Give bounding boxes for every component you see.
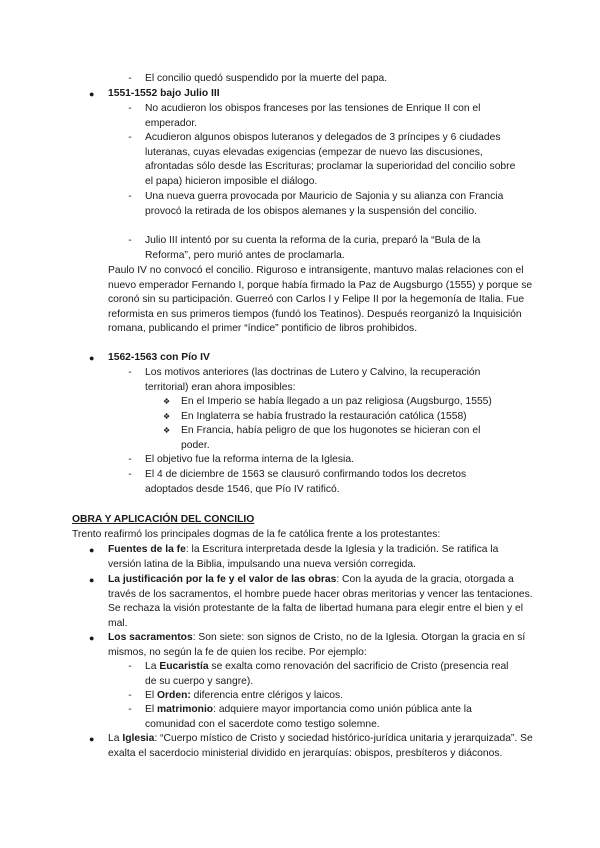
list-item: Julio III intentó por su cuenta la reforma de la curia, preparó la “Bula de la Reforma”, pero murió antes de proclamarla. xyxy=(145,235,481,261)
section-title-obra: OBRA Y APLICACIÓN DEL CONCILIO xyxy=(72,514,255,525)
iglesia-text: : “Cuerpo místico de Cristo y sociedad histórico-jurídica unitaria y jerarquizada”. Se exalta el sacerdocio ministerial dividido en jerarquías: obispos, presbíteros y diáconos. xyxy=(108,733,533,759)
eucaristia-pre: La xyxy=(145,661,160,672)
list-item: Acudieron algunos obispos luteranos y delegados de 3 príncipes y 6 ciudades luteranas, cuyas elevadas exigencias (empezar de nuevo las discusiones, afrontadas sólo desde las Escrituras; proclamar la superioridad del concilio sobre el papa) hicieron imposible el diálogo. xyxy=(145,132,516,187)
orden-text: diferencia entre clérigos y laicos. xyxy=(190,690,344,701)
list-item-iglesia xyxy=(108,732,533,761)
orden-pre: El xyxy=(145,690,158,701)
term-fuentes: Fuentes de la fe xyxy=(108,544,186,555)
term-iglesia: Iglesia xyxy=(122,733,155,744)
dash-bullet: - xyxy=(128,235,132,246)
dash-bullet: - xyxy=(128,469,132,480)
list-item: Los motivos anteriores (las doctrinas de Lutero y Calvino, la recuperación territorial) eran ahora imposibles: xyxy=(145,367,481,393)
sub-list-item: En el Imperio se había llegado a un paz religiosa (Augsburgo, 1555) xyxy=(181,396,492,407)
dash-bullet: - xyxy=(128,690,132,701)
list-item-justificacion xyxy=(108,573,533,631)
bullet-icon: ● xyxy=(89,633,95,643)
list-item: Una nueva guerra provocada por Mauricio de Sajonia y su alianza con Francia provocó la retirada de los obispos alemanes y la suspensión del concilio. xyxy=(145,191,504,217)
iglesia-pre: La xyxy=(108,733,123,744)
list-item-matrimonio xyxy=(145,703,517,732)
dash-bullet: - xyxy=(128,454,132,465)
dash-bullet: - xyxy=(128,367,132,378)
list-item-sacramentos xyxy=(108,631,533,660)
term-orden: Orden: xyxy=(157,690,191,701)
bullet-icon: ● xyxy=(89,545,95,555)
term-justificacion: La justificación por la fe y el valor de las obras xyxy=(108,574,337,585)
sacramentos-text: : Son siete: son signos de Cristo, no de la Iglesia. Otorgan la gracia en sí mismos, no según la fe de quien los recibe. Por ejemplo: xyxy=(108,632,526,658)
list-item: No acudieron los obispos franceses por las tensiones de Enrique II con el emperador. xyxy=(145,103,481,129)
dash-bullet: - xyxy=(128,132,132,143)
diamond-bullet-icon: ❖ xyxy=(163,412,171,421)
dash-bullet: - xyxy=(128,73,132,84)
dash-bullet: - xyxy=(128,103,132,114)
term-sacramentos: Los sacramentos xyxy=(108,632,193,643)
section-heading-1562: 1562-1563 con Pío IV xyxy=(108,352,210,363)
sub-list-item: En Francia, había peligro de que los hugonotes se hicieran con el poder. xyxy=(181,425,481,451)
bullet-icon: ● xyxy=(89,734,95,744)
list-item: El 4 de diciembre de 1563 se clausuró confirmando todos los decretos adoptados desde 1546, que Pío IV ratificó. xyxy=(145,469,467,495)
bullet-icon: ● xyxy=(89,353,95,363)
section-heading-1551: 1551-1552 bajo Julio III xyxy=(108,88,220,99)
bullet-icon: ● xyxy=(89,575,95,585)
list-item-fuentes xyxy=(108,543,533,572)
dash-bullet: - xyxy=(128,704,132,715)
dash-bullet: - xyxy=(128,191,132,202)
list-item-eucaristia xyxy=(145,660,517,689)
eucaristia-text: se exalta como renovación del sacrificio de Cristo (presencia real de su cuerpo y sangre). xyxy=(145,661,509,687)
paragraph-paulo-iv: Paulo IV no convocó el concilio. Riguroso e intransigente, mantuvo malas relaciones con el nuevo emperador Fernando I, porque había firmado la Paz de Augsburgo (1555) y porque se coronó sin su participación. Guerreó con Carlos I y Felipe II por la hegemonía de Italia. Fue reformista en sus primeros tiempos (fundó los Teatinos). Después reorganizó la Inquisición romana, publicando el primer “índice” pontificio de libros prohibidos. xyxy=(108,265,533,335)
diamond-bullet-icon: ❖ xyxy=(163,397,171,406)
dash-bullet: - xyxy=(128,661,132,672)
term-matrimonio: matrimonio xyxy=(157,704,214,715)
matrimonio-pre: El xyxy=(145,704,158,715)
list-item-orden xyxy=(145,689,517,704)
matrimonio-text: : adquiere mayor importancia como unión pública ante la comunidad con el sacerdote como testigo solemne. xyxy=(145,704,472,730)
diamond-bullet-icon: ❖ xyxy=(163,426,171,435)
bullet-icon: ● xyxy=(89,89,95,99)
list-item: El concilio quedó suspendido por la muerte del papa. xyxy=(145,73,388,84)
justificacion-text: : Con la ayuda de la gracia, otorgada a través de los sacramentos, el hombre puede hacer obras meritorias y vencer las tentaciones. Se rechaza la visión protestante de la falta de libertad humana para elegir entre el bien y el mal. xyxy=(108,574,533,629)
intro-paragraph: Trento reafirmó los principales dogmas de la fe católica frente a los protestantes: xyxy=(72,529,441,540)
list-item: El objetivo fue la reforma interna de la Iglesia. xyxy=(145,454,354,465)
sub-list-item: En Inglaterra se había frustrado la restauración católica (1558) xyxy=(181,411,467,422)
term-eucaristia: Eucaristía xyxy=(159,661,209,672)
fuentes-text: : la Escritura interpretada desde la Iglesia y la tradición. Se ratifica la versión latina de la Biblia, impulsando una nueva versión corregida. xyxy=(108,544,499,570)
